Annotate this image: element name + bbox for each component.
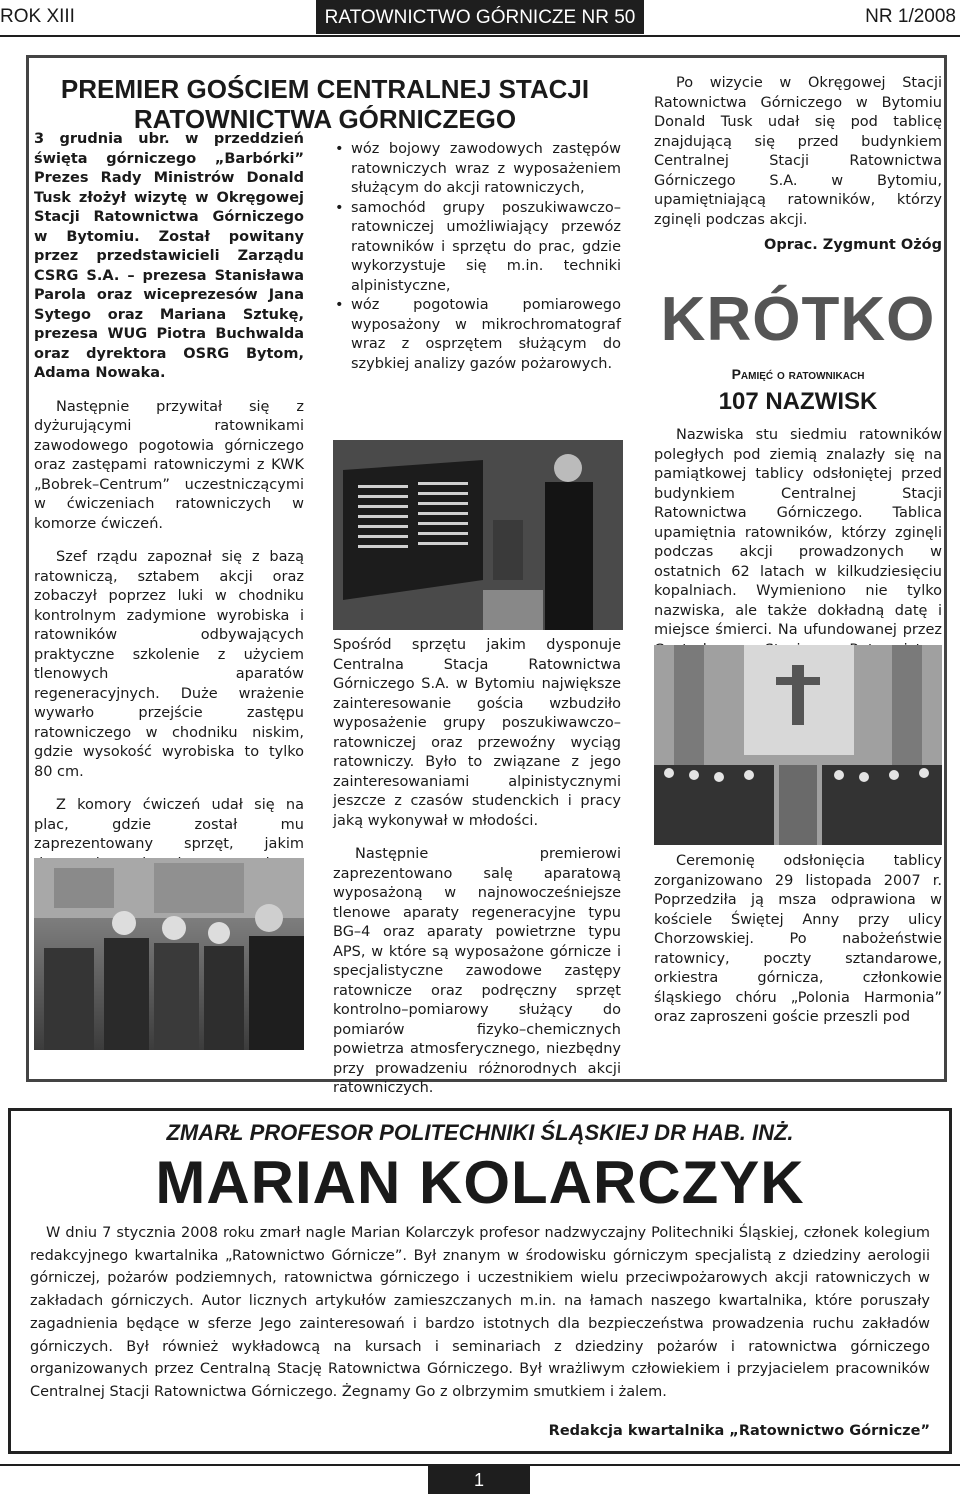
- brief-paragraph: Ceremonię odsłonięcia tablicy zorganizowano 29 listopada 2007 r. Poprzedziła ją msza odprawiona w kościele Świętej Anny przy ulicy Chorzowskiej. Po nabożeństwie ratownicy, poczty sztandarowe, orkiestra górnicza, członkowie śląskiego chóru „Polonia Harmonia” oraz zaproszeni goście przeszli pod: [654, 853, 942, 1025]
- header-issue: NR 1/2008: [865, 6, 956, 27]
- obituary-subtitle: ZMARŁ PROFESOR POLITECHNIKI ŚLĄSKIEJ DR HAB. INŻ.: [166, 1120, 794, 1145]
- article-title: PREMIER GOŚCIEM CENTRALNEJ STACJI RATOWNICTWA GÓRNICZEGO: [60, 74, 590, 134]
- article-column-1: [34, 130, 304, 947]
- header-year: ROK XIII: [0, 6, 75, 27]
- obituary-signature: Redakcja kwartalnika „Ratownictwo Górnicze”: [548, 1423, 930, 1439]
- list-item: • wóz bojowy zawodowych zastępów ratowniczych wraz z wyposażeniem służącym do akcji ratowniczych,: [333, 140, 621, 199]
- obituary-body: W dniu 7 stycznia 2008 roku zmarł nagle Marian Kolarczyk profesor nadzwyczajny Politechniki Śląskiej, członek kolegium redakcyjnego kwartalnika „Ratownictwo Górnicze”. Był znanym w środowisku górniczym specjalistą z dziedziny aerologii górniczej, pożarów podziemnych, ratownictwa górniczego i uczestnikiem wielu przeciwpożarowych akcji ratowniczych w zakładach górniczych. Autor licznych artykułów zamieszczanych m.in. na łamach naszego kwartalnika, które poruszały zagadnienia będące w sferze Jego zainteresowań i bardzo istotnych dla bezpieczeństwa prowadzenia ruchu zakładów górniczych. Był również wykładowcą na kursach i seminariach z dziedziny pożarów i ratownictwa górniczego organizowanych przez Centralną Stację Ratownictwa Górniczego. Był wrażliwym człowiekiem i przyjacielem pracowników Centralnej Stacji Ratownictwa Górniczego. Żegnamy Go z olbrzymim smutkiem i żalem.: [30, 1225, 930, 1400]
- article-column-3: [654, 74, 942, 270]
- header-publication: RATOWNICTWO GÓRNICZE NR 50: [316, 0, 644, 34]
- brief-column: [654, 426, 942, 658]
- brief-column-continued: [654, 852, 942, 1042]
- article-paragraph: Następnie przywitał się z dyżurującymi ratownikami zawodowego pogotowia górniczego oraz zastępami ratowniczymi z KWK „Bobrek–Centrum” uczestniczącymi w ćwiczeniach ratowniczych w komorze ćwiczeń.: [34, 398, 304, 532]
- photo-premier-with-rescuers: [34, 858, 304, 1050]
- article-paragraph: Z komory ćwiczeń udał się na plac, gdzie został mu zaprezentowany sprzęt, jakim: [34, 797, 304, 852]
- article-column-2-continued: [333, 636, 621, 1113]
- equipment-list-continued: [333, 140, 621, 374]
- brief-paragraph: Nazwiska stu siedmiu ratowników poległych pod ziemią znalazły się na pamiątkowej tablicy odsłoniętej przed budynkiem Centralnej Stacji Ratownictwa Górniczego. Tablica upamiętnia ratowników, którzy zginęli podczas akcji prowadzonych w ostatnich 62 latach w kilkudziesięciu kopalniach. Wymieniono nie tylko nazwiska, ale także dokładną datę i miejsce śmierci. Na ufundowanej przez: [654, 427, 942, 638]
- obituary-name: MARIAN KOLARCZYK: [155, 1149, 805, 1216]
- photo-memorial-plaque: [333, 440, 623, 630]
- page-number: 1: [428, 1466, 530, 1494]
- article-author: Oprac. Zygmunt Ożóg: [764, 237, 942, 253]
- section-label: KRÓTKO: [660, 285, 936, 354]
- article-paragraph: Szef rządu zapoznał się z bazą ratowniczą, sztabem akcji oraz zobaczył poprzez luki w chodniku kontrolnym zadymione wyrobiska i ratowników odbywających praktyczne szkolenie z użyciem tlenowych aparatów regeneracyjnych. Duże wrażenie wywarło przejście zastępu ratowniczego w chodniku niskim, gdzie wysokość wyrobiska to tylko 80 cm.: [34, 549, 304, 780]
- article-column-2: [333, 140, 621, 386]
- brief-kicker: Pamięć o ratownikach: [731, 366, 865, 382]
- header-rule: [0, 35, 960, 37]
- list-item: • wóz pogotowia pomiarowego wyposażony w mikrochromatograf wraz z osprzętem służącym do szybkiej analizy gazów pożarowych.: [333, 296, 621, 374]
- photo-church-mass: [654, 645, 942, 845]
- article-lead: 3 grudnia ubr. w przeddzień święta górniczego „Barbórki” Prezes Rady Ministrów Donald Tusk złożył wizytę w Okręgowej Stacji Ratownictwa Górniczego w Bytomiu. Został powitany przez przedstawicieli Zarządu CSRG S.A. – prezesa Stanisława Parola oraz wiceprezesów Jana Sytego oraz Mariana Sztukę, prezesa WUG Piotra Buchwalda oraz dyrektora OSRG Bytom, Adama Nowaka.: [34, 131, 304, 381]
- brief-headline: 107 NAZWISK: [718, 388, 878, 415]
- list-item: • samochód grupy poszukiwawczo–ratowniczej umożliwiający przewóz ratowników i sprzętu do prac, gdzie wykorzystuje się m.in. techniki alpinistyczne,: [333, 199, 621, 297]
- article-paragraph: Spośród sprzętu jakim dysponuje Centralna Stacja Ratownictwa Górniczego S.A. w Bytomiu największe zainteresowanie gościa wzbudziło wyposażenie grupy poszukiwawczo–ratowniczej oraz przewoźny wyciąg ratowniczy. Było to związane z jego zainteresowaniami alpinistycznymi jeszcze z czasów studenckich i pracy jaką wykonywał w młodości.: [333, 637, 621, 829]
- article-paragraph: Po wizycie w Okręgowej Stacji Ratownictwa Górniczego w Bytomiu Donald Tusk udał się pod tablicę znajdującą się przed budynkiem Centralnej Stacji Ratownictwa Górniczego S.A. w Bytomiu, upamiętniającą ratowników, którzy zginęli podczas akcji.: [654, 75, 942, 228]
- article-paragraph: Następnie premierowi zaprezentowano salę aparatową wyposażoną w najnowocześniejsze tlenowe aparaty regeneracyjne typu BG–4 oraz aparaty powietrzne typu APS, w które są wyposażone górnicze i specjalistyczne zawodowe zastępy ratownicze oraz podręczny sprzęt kontrolno–pomiarowy służący do pomiarów fizyko–chemicznych powietrza atmosferycznego, niezbędny przy prowadzeniu różnorodnych akcji ratowniczych.: [333, 846, 621, 1096]
